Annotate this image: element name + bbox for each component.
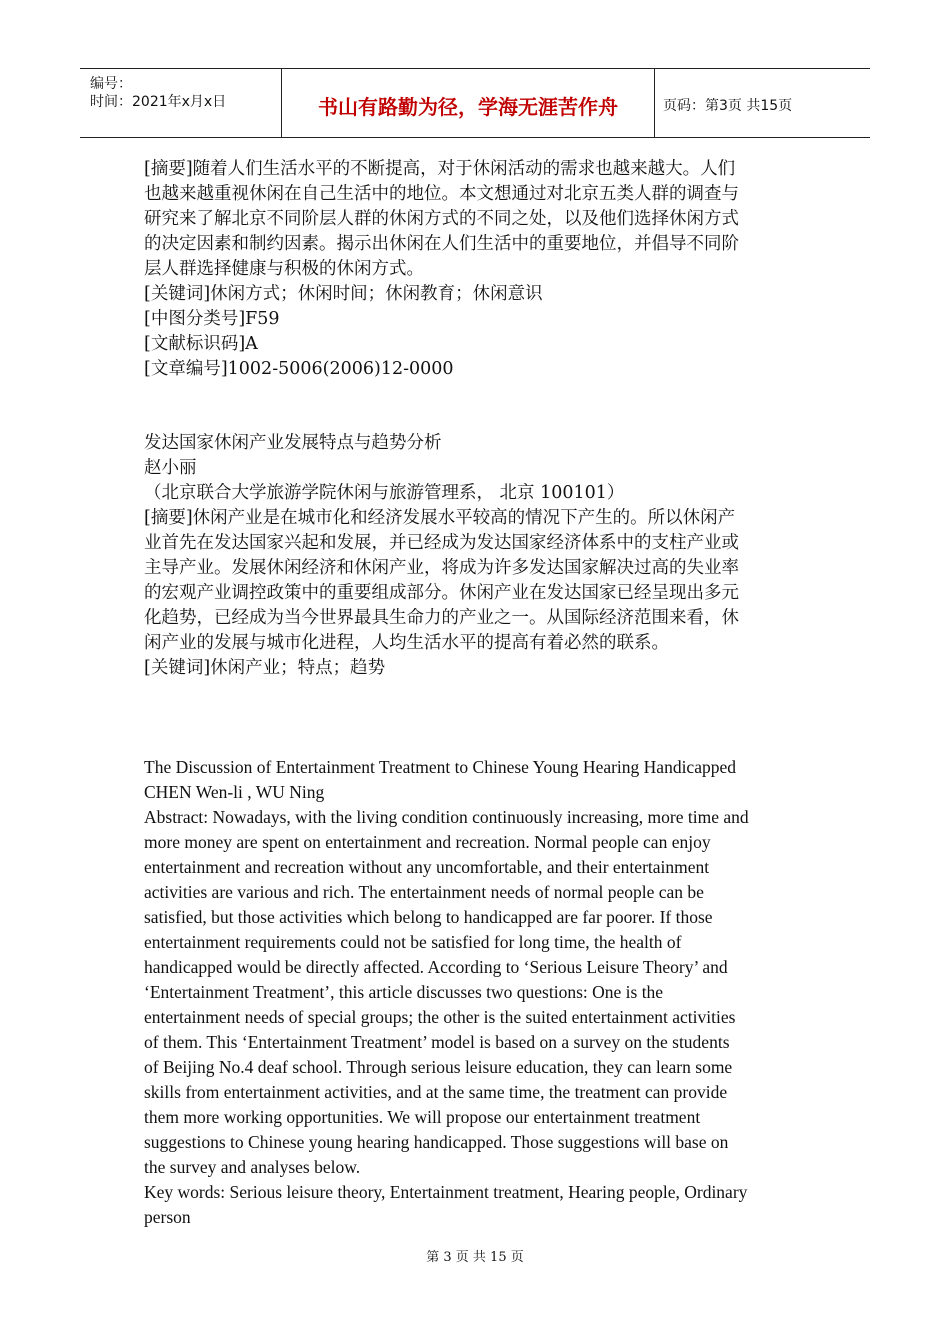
- abstract-line: suggestions to Chinese young hearing handicapped. Those suggestions will base on: [144, 1132, 729, 1152]
- affiliation: （北京联合大学旅游学院休闲与旅游管理系， 北京 100101）: [144, 483, 625, 503]
- keywords-line: Key words: Serious leisure theory, Entertainment treatment, Hearing people, Ordinary: [144, 1182, 748, 1202]
- abstract-line: [摘要]随着人们生活水平的不断提高，对于休闲活动的需求也越来越大。人们: [144, 159, 736, 179]
- abstract-line: more money are spent on entertainment and recreation. Normal people can enjoy: [144, 832, 711, 852]
- abstract-line: entertainment needs of special groups; the other is the suited entertainment activities: [144, 1007, 736, 1027]
- abstract-line: 也越来越重视休闲在自己生活中的地位。本文想通过对北京五类人群的调查与: [144, 184, 739, 204]
- authors: CHEN Wen-li , WU Ning: [144, 782, 325, 802]
- article-title: The Discussion of Entertainment Treatment to Chinese Young Hearing Handicapped: [144, 757, 736, 777]
- keywords: [关键词]休闲产业；特点；趋势: [144, 658, 386, 678]
- abstract-line: 层人群选择健康与积极的休闲方式。: [144, 259, 424, 279]
- abstract-line: entertainment and recreation without any uncomfortable, and their entertainment: [144, 857, 710, 877]
- classification: [中图分类号]F59: [144, 309, 280, 329]
- abstract-line: Abstract: Nowadays, with the living condition continuously increasing, more time and: [144, 807, 749, 827]
- motto: 书山有路勤为径，学海无涯苦作舟: [318, 95, 618, 119]
- article-number: [文章编号]1002-5006(2006)12-0000: [144, 359, 454, 379]
- abstract-line: them more working opportunities. We will propose our entertainment treatment: [144, 1107, 701, 1127]
- doc-code: [文献标识码]A: [144, 334, 258, 354]
- abstract-line: of them. This ‘Entertainment Treatment’ model is based on a survey on the students: [144, 1032, 730, 1052]
- abstract-line: 研究来了解北京不同阶层人群的休闲方式的不同之处，以及他们选择休闲方式: [144, 209, 739, 229]
- abstract-line: 的宏观产业调控政策中的重要组成部分。休闲产业在发达国家已经呈现出多元: [144, 583, 739, 603]
- page-info: 页码：第3页 共15页: [663, 98, 793, 114]
- abstract-line: skills from entertainment activities, and at the same time, the treatment can provide: [144, 1082, 728, 1102]
- author: 赵小丽: [144, 458, 197, 478]
- serial-label: 编号：: [90, 76, 132, 92]
- time-label: 时间：2021年x月x日: [90, 94, 227, 110]
- keywords-line: person: [144, 1207, 191, 1227]
- page-header: [80, 68, 870, 138]
- abstract-line: the survey and analyses below.: [144, 1157, 361, 1177]
- abstract-line: of Beijing No.4 deaf school. Through serious leisure education, they can learn some: [144, 1057, 733, 1077]
- header-motto-cell: [282, 69, 655, 137]
- abstract-line: satisfied, but those activities which belong to handicapped are far poorer. If those: [144, 907, 713, 927]
- abstract-line: 业首先在发达国家兴起和发展，并已经成为发达国家经济体系中的支柱产业或: [144, 533, 739, 553]
- abstract-line: ‘Entertainment Treatment’, this article discusses two questions: One is the: [144, 982, 664, 1002]
- article-title: 发达国家休闲产业发展特点与趋势分析: [144, 433, 442, 453]
- header-meta-cell: [80, 69, 282, 137]
- abstract-line: activities are various and rich. The entertainment needs of normal people can be: [144, 882, 704, 902]
- abstract-line: 闲产业的发展与城市化进程，人均生活水平的提高有着必然的联系。: [144, 633, 669, 653]
- page-footer: 第 3 页 共 15 页: [426, 1250, 524, 1265]
- keywords: [关键词]休闲方式；休闲时间；休闲教育；休闲意识: [144, 284, 543, 304]
- abstract-line: entertainment requirements could not be satisfied for long time, the health of: [144, 932, 682, 952]
- abstract-line: [摘要]休闲产业是在城市化和经济发展水平较高的情况下产生的。所以休闲产: [144, 508, 736, 528]
- abstract-line: handicapped would be directly affected. According to ‘Serious Leisure Theory’ and: [144, 957, 728, 977]
- abstract-line: 主导产业。发展休闲经济和休闲产业，将成为许多发达国家解决过高的失业率: [144, 558, 739, 578]
- abstract-line: 化趋势，已经成为当今世界最具生命力的产业之一。从国际经济范围来看，休: [144, 608, 739, 628]
- abstract-line: 的决定因素和制约因素。揭示出休闲在人们生活中的重要地位，并倡导不同阶: [144, 234, 739, 254]
- header-page-cell: [655, 69, 870, 137]
